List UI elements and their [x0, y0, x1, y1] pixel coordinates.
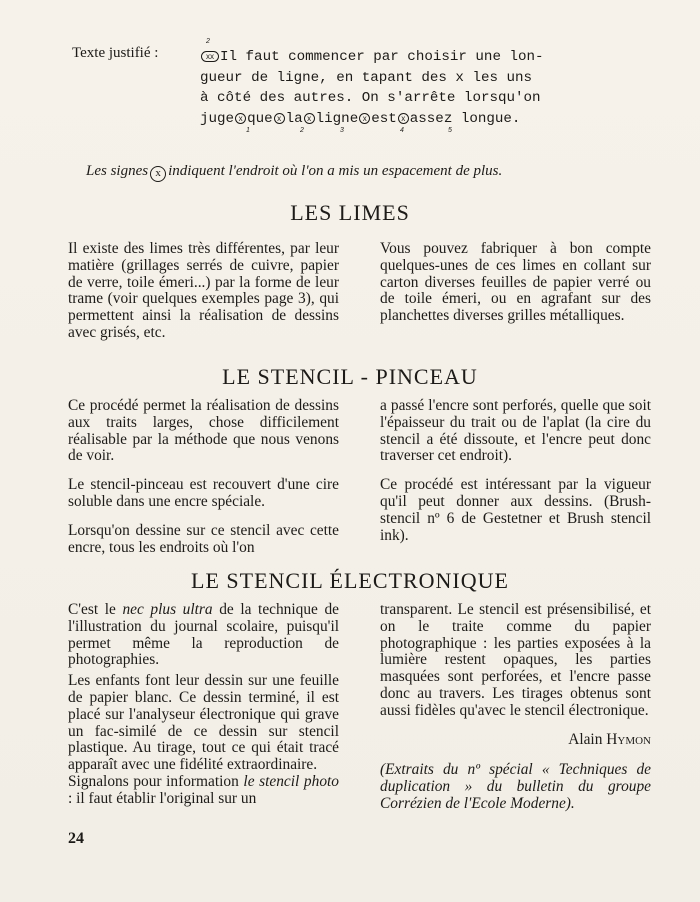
double-x-mark-icon: xx: [201, 51, 219, 62]
stencil-electronique-left-column: [68, 602, 339, 820]
mark-index: 5: [448, 126, 452, 134]
mark-index: 2: [300, 126, 304, 134]
paragraph: Ce procédé est intéressant par la vigueur qu'il peut donner aux dessins. (Brush-stencil nº 6 de Gestetner et Brush stencil ink).: [380, 476, 651, 544]
caption-text: Les signes: [86, 163, 149, 179]
caption-text: indiquent l'endroit où l'on a mis un espacement de plus.: [168, 163, 503, 179]
paragraph: a passé l'encre sont perforés, quelle que soit l'épaisseur du trait ou de l'aplat (la cire du stencil a été dissoute, et l'encre peut donc traverser cet endroit).: [380, 397, 651, 465]
mark-index: 4: [400, 126, 404, 134]
word: la: [285, 110, 303, 127]
word: que: [247, 110, 273, 127]
text: Signalons pour information: [68, 772, 244, 790]
word: juge: [200, 110, 235, 127]
italic-text: le stencil photo: [243, 772, 339, 790]
author-signature: [380, 732, 651, 749]
limes-right-column: [380, 241, 651, 337]
mark-index: 1: [246, 126, 250, 134]
section-title-limes: LES LIMES: [290, 200, 410, 225]
paragraph: Lorsqu'on dessine sur ce stencil avec cette encre, tous les endroits où l'on: [68, 521, 339, 556]
source-credit: (Extraits du nº spécial « Techniques de duplication » du bulletin du groupe Corrézien de l'Ecole Moderne).: [380, 761, 651, 812]
example-label: Texte justifié :: [72, 45, 159, 61]
paragraph: Les enfants font leur dessin sur une feuille de papier blanc. Ce dessin terminé, il est placé sur l'analyseur électronique qui grave un fac-similé de ce dessin sur stencil plastique. Au tirage, tout ce qui était tracé apparaît avec une fidélité extraordinaire.: [68, 672, 339, 774]
paragraph: Le stencil-pinceau est recouvert d'une cire soluble dans une encre spéciale.: [68, 476, 339, 510]
x-mark-icon: x: [359, 113, 370, 124]
typed-example: [200, 38, 590, 134]
limes-left-column: [68, 241, 339, 354]
typed-line-1-text: Il faut commencer par choisir une lon-: [220, 49, 544, 65]
typed-line-1: [200, 38, 590, 68]
circled-x-icon: x: [150, 166, 166, 182]
mark-index: 2: [206, 38, 210, 45]
x-mark-icon: x: [398, 113, 409, 124]
stencil-electronique-right-column: [380, 602, 651, 825]
author-first-name: Alain: [568, 730, 603, 748]
stencil-pinceau-left-column: [68, 398, 339, 568]
example-caption: [86, 163, 646, 182]
paragraph: transparent. Le stencil est présensibilisé, et on le traite comme du papier photographique : les parties exposées à la lumière restent opaques, les parties masquées sont perforées, et l'encre passe donc au travers. Les tirages obtenus sont aussi fidèles qu'avec le stencil électronique.: [380, 601, 651, 719]
word: ligne: [315, 110, 359, 127]
author-last-name: Hymon: [606, 730, 651, 748]
paragraph: Vous pouvez fabriquer à bon compte quelques-unes de ces limes en collant sur carton diverses feuilles de papier verré ou de toile émeri, ou en agrafant sur des planchettes diverses grilles métalliques.: [380, 240, 651, 325]
word: assez longue.: [409, 110, 521, 127]
x-mark-icon: x: [274, 113, 285, 124]
text: de la technique de l'illustration du journal scolaire, puisqu'il permet même la reproduction de photographies.: [68, 601, 339, 669]
italic-text: nec plus ultra: [122, 601, 213, 618]
word: est: [371, 110, 397, 127]
text: : il faut établir l'original sur un: [68, 789, 257, 807]
section-title-stencil-pinceau: LE STENCIL - PINCEAU: [222, 364, 478, 389]
text: C'est le: [68, 601, 123, 618]
x-mark-icon: x: [304, 113, 315, 124]
page-number: 24: [68, 830, 84, 847]
typed-line-4: [200, 109, 590, 134]
paragraph: Il existe des limes très différentes, par leur matière (grillages serrés de cuivre, papier de verre, toile émeri...) par la forme de leur trame (voir quelques exemples page 3), qui permettent ainsi la réalisation de dessins avec grisés, etc.: [68, 240, 339, 341]
section-title-stencil-electronique: LE STENCIL ÉLECTRONIQUE: [191, 568, 509, 593]
paragraph: [68, 774, 339, 808]
x-mark-icon: x: [235, 113, 246, 124]
typed-line-3: à côté des autres. On s'arrête lorsqu'on: [200, 90, 541, 106]
typed-line-2: gueur de ligne, en tapant des x les uns: [200, 69, 533, 86]
mark-index: 3: [340, 126, 344, 134]
stencil-pinceau-right-column: [380, 398, 651, 556]
paragraph: [68, 602, 339, 669]
paragraph: Ce procédé permet la réalisation de dessins aux traits larges, chose difficilement réalisable par la méthode que nous venons de voir.: [68, 397, 339, 465]
